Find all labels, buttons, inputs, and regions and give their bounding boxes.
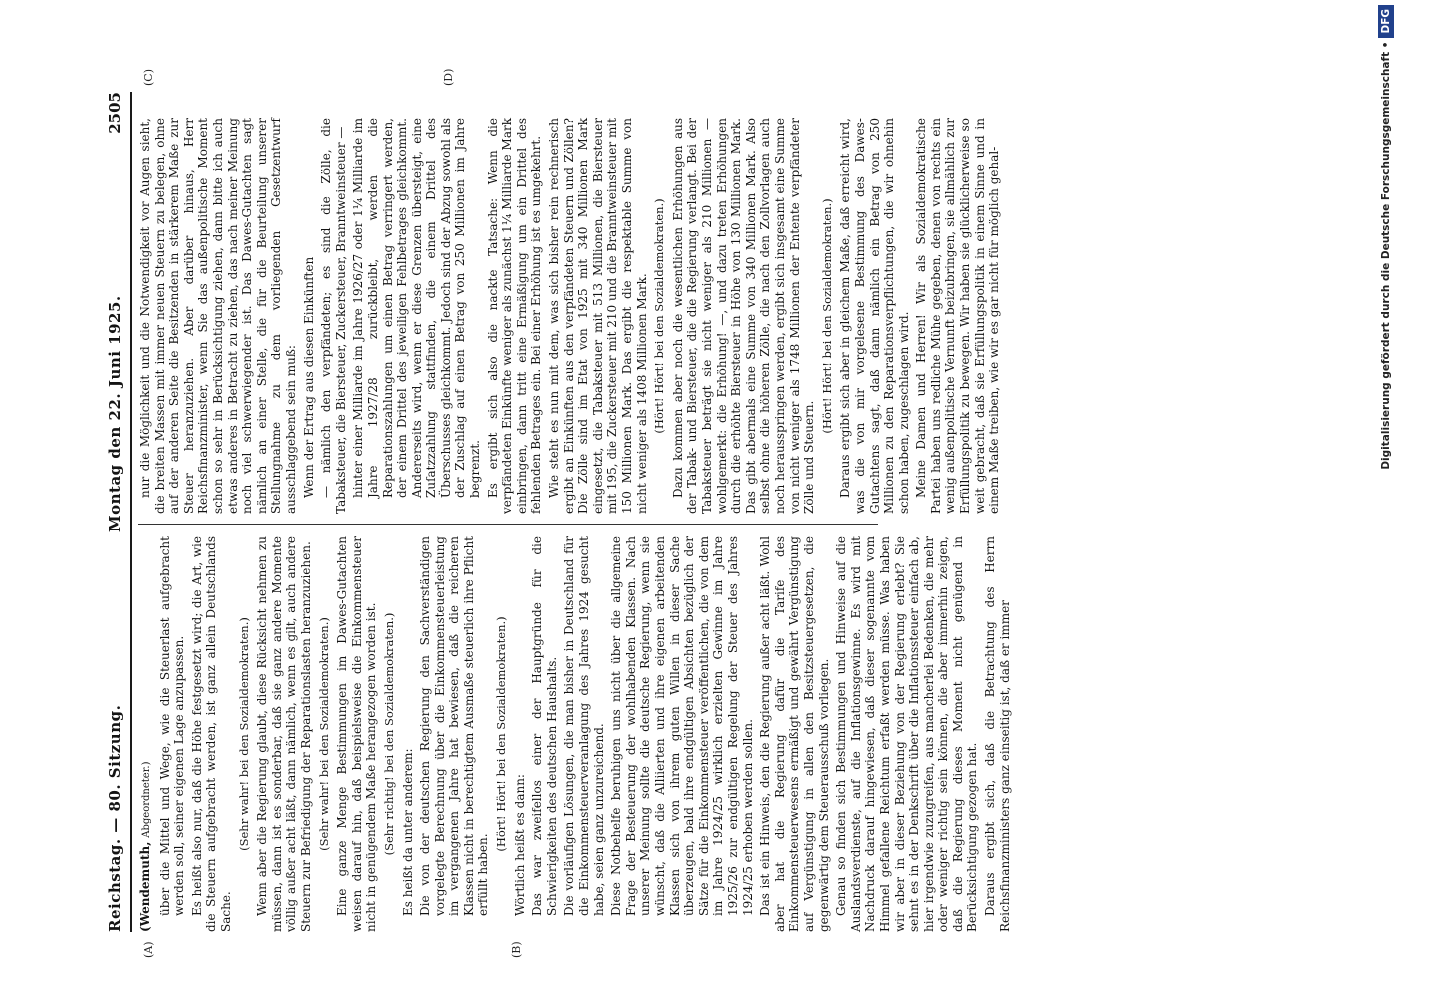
quote-paragraph: Die vorläufigen Lösungen, die man bisher in Deutschland für die Einkommensteuerveranlagung des Jahres 1924 gesucht habe, seien ganz unzureichend. [562, 536, 606, 916]
margin-mark-d: (D) [442, 68, 455, 86]
paragraph: Wenn aber die Regierung glaubt, diese Rücksicht nehmen zu müssen, dann ist es sonderbar, daß sie ganz andere Momente völlig außer acht läßt, dann nämlich, wenn es gilt, auch andere Steuern zur Befriedigung der Reparationslasten heranzuziehen. [255, 536, 313, 932]
paragraph: Eine ganze Menge Bestimmungen im Dawes-Gutachten weisen darauf hin, daß beispielsweise die Einkommensteuer nicht in genügendem Maße herangezogen worden ist. [335, 536, 379, 932]
paragraph: Es heißt also nur, daß die Höhe festgesetzt wird; die Art, wie die Steuern aufgebracht werden, ist ganz allein Deutschlands Sache. [189, 536, 233, 932]
speaker-name: (Wendemuth, [138, 841, 152, 932]
paragraph: nur die Möglichkeit und die Notwendigkeit vor Augen sieht, die breiten Massen mit immer neuen Steuern zu belegen, ohne auf der anderen Seite die Besitzenden in stärkerem Maße zur Steuer heranzuziehen. Aber darüber hinaus, Herr Reichsfinanzminister, wenn Sie das außenpolitische Moment schon so sehr in Berücksichtigung ziehen, dann bitte ich auch etwas anderes in Betracht zu ziehen, das nach meiner Meinung noch viel schwerwiegender ist. Das Dawes-Gutachten sagt nämlich an einer Stelle, die für die Beurteilung unserer Stellungnahme zu dem vorliegenden Gesetzentwurf ausschlaggebend sein muß: [138, 118, 298, 514]
column-divider [138, 524, 878, 525]
rotated-document-page [102, 68, 1012, 958]
paragraph: Dazu kommen aber noch die wesentlichen Erhöhungen aus der Tabak- und Biersteuer, die die Regierung verlangt. Bei der Tabaksteuer beträgt sie nicht weniger als 210 Millionen — wohlgemerkt: die Erhöhung! —, und dazu treten Erhöhungen durch die erhöhte Biersteuer in Höhe von 130 Millionen Mark. Das gibt abermals eine Summe von 340 Millionen Mark. Also selbst ohne die höheren Zölle, die nach den Zollvorlagen auch noch herausspringen werden, ergibt sich insgesamt eine Summe von nicht weniger als 1748 Millionen der Entente verpfändeter Zölle und Steuern. [670, 118, 817, 514]
interjection: (Sehr wahr! bei den Sozialdemokraten.) [316, 617, 331, 851]
page-header [102, 92, 132, 932]
quote-paragraph: Die von der deutschen Regierung den Sachverständigen vorgelegte Berechnung über die Einkommensteuerleistung im vergangenen Jahre hat bewiesen, daß die reicheren Klassen nicht in berechtigtem Ausmaße steuerlich ihre Pflicht erfüllt haben. [418, 536, 491, 916]
paragraph: Es ergibt sich also die nackte Tatsache: Wenn die verpfändeten Einkünfte weniger als zunächst 1¼ Milliarde Mark einbringen, dann tritt eine Ermäßigung um ein Drittel des fehlenden Betrages ein. Bei einer Erhöhung ist es umgekehrt. [485, 118, 544, 514]
speaker-line [138, 536, 155, 932]
interjection: (Sehr wahr! bei den Sozialdemokraten.) [236, 617, 251, 851]
paragraph: über die Mittel und Wege, wie die Steuerlast aufgebracht werden soll, seiner eigenen Lage anzupassen. [157, 536, 187, 916]
dfg-logo-icon: DFG [1378, 5, 1394, 38]
quote-paragraph: Wenn der Ertrag aus diesen Einkünften [301, 256, 316, 498]
paragraph: Genau so finden sich Bestimmungen und Hinweise auf die Auslandsverdienste, auf die Inflationsgewinne. Es wird mit Nachdruck darauf hingewiesen, daß dieser sogenannte vom Himmel gefallene Reichtum erfaßt werden müsse. Was haben wir aber in dieser Beziehung von der Regierung erlebt? Sie sehnt es in der Denkschrift über die Inflationssteuer einfach ab, hier irgendwie zuzugreifen, aus mancherlei Bedenken, die mehr oder weniger richtig sein können, die aber immerhin zeigen, daß die Regierung dieses Moment nicht genügend in Berücksichtigung gezogen hat. [834, 536, 980, 932]
interjection: (Sehr richtig! bei den Sozialdemokraten.) [381, 612, 396, 856]
paragraph: Daraus ergibt sich aber in gleichem Maße, daß erreicht wird, was die von mir vorgelesene Bestimmung des Dawes-Gutachtens sagt, daß dann nämlich ein Betrag von 250 Millionen zu den Reparationsverpflichtungen, die wir ohnehin schon haben, zugeschlagen wird. [838, 118, 911, 514]
quote-paragraph: hinter einer Milliarde im Jahre 1926/27 oder 1¼ Milliarde im Jahre 1927/28 zurückbleibt, werden die Reparationszahlungen um einen Betrag verringert werden, der einem Drittel des jeweiligen Fehlbetrages gleichkommt. Andererseits wird, wenn er diese Grenzen übersteigt, eine Zuſatzzahlung stattfinden, die einem Drittel des Überschusses gleichkommt. Jedoch sind der Abzug sowohl als der Zuschlag auf einen Betrag von 250 Millionen im Jahre begrenzt. [351, 118, 483, 498]
header-date: Montag den 22. Juni 1925. [106, 295, 124, 532]
paragraph: Das ist ein Hinweis, den die Regierung außer acht läßt. Wohl aber hat die Regierung dafür die Tarife des Einkommensteuerwesens ermäßigt und gewährt Vergünstigung auf Vergünstigung in allen den Besitzsteuergesetzen, die gegenwärtig dem Steuerausschuß vorliegen. [758, 536, 831, 932]
paragraph: Es heißt da unter anderem: [400, 748, 415, 916]
speaker-role: Abgeordneter.) [141, 761, 152, 838]
credit-text: Digitalisierung gefördert durch die Deutsche Forschungsgemeinschaft • [1380, 41, 1392, 470]
interjection: (Hört! Hört! bei den Sozialdemokraten.) [494, 616, 509, 852]
margin-mark-b: (B) [510, 941, 523, 958]
page-number: 2505 [106, 92, 124, 134]
header-session: Reichstag. — 80. Sitzung. [106, 704, 124, 932]
digitization-credit [1376, 5, 1396, 995]
interjection: (Hört! Hört! bei den Sozialdemokraten.) [819, 198, 834, 434]
paragraph: Wie steht es nun mit dem, was sich bisher rein rechnerisch ergibt an Einkünften aus den verpfändeten Steuern und Zöllen? Die Zölle sind im Etat von 1925 mit 340 Millionen Mark eingesetzt, die Tabaksteuer mit 513 Millionen, die Biersteuer mit 195, die Zuckersteuer mit 210 und die Branntweinsteuer mit 150 Millionen Mark. Das ergibt die respektable Summe von nicht weniger als 1408 Millionen Mark. [547, 118, 649, 514]
paragraph: Daraus ergibt sich, daß die Betrachtung des Herrn Reichsfinanzministers ganz einseitig ist, daß er immer [983, 536, 1012, 932]
paragraph: — nämlich den verpfändeten; es sind die Zölle, die Tabaksteuer, die Biersteuer, Zuckersteuer, Branntweinsteuer — [319, 118, 348, 514]
interjection: (Hört! Hört! bei den Sozialdemokraten.) [652, 198, 667, 434]
paragraph: Wörtlich heißt es dann: [512, 774, 527, 916]
margin-mark-a: (A) [142, 941, 155, 958]
quote-paragraph: Das war zweifellos einer der Hauptgründe für die Schwierigkeiten des deutschen Haushalts. [530, 536, 559, 916]
quote-paragraph: Diese Notbehelfe beruhigen uns nicht über die allgemeine Frage der Besteuerung der wohlhabenden Klassen. Nach unserer Meinung sollte die deutsche Regierung, wenn sie wünscht, daß die Alliierten und ihre eigenen arbeitenden Klassen sich von ihrem guten Willen in dieser Sache überzeugen, bald ihre endgültigen Absichten bezüglich der Sätze für die Einkommensteuer veröffentlichen, die von dem im Jahre 1924/25 wirklich erzielten Gewinne im Jahre 1925/26 zur endgültigen Regelung der Steuer des Jahres 1924/25 erhoben werden sollen. [609, 536, 755, 916]
right-text-column [138, 118, 1002, 514]
paragraph: Meine Damen und Herren! Wir als Sozialdemokratische Partei haben uns redliche Mühe gegeben, denen von rechts ein wenig außenpolitische Vernunft beizubringen, sie allmählich zur Erfüllungspolitik zu bewegen. Wir haben sie glücklicherweise so weit gebracht, daß sie Erfüllungspolitik in einem Sinne und in einem Maße treiben, wie wir es gar nicht für möglich gehal- [914, 118, 1002, 514]
left-text-column [138, 536, 1012, 932]
margin-mark-c: (C) [142, 69, 155, 86]
